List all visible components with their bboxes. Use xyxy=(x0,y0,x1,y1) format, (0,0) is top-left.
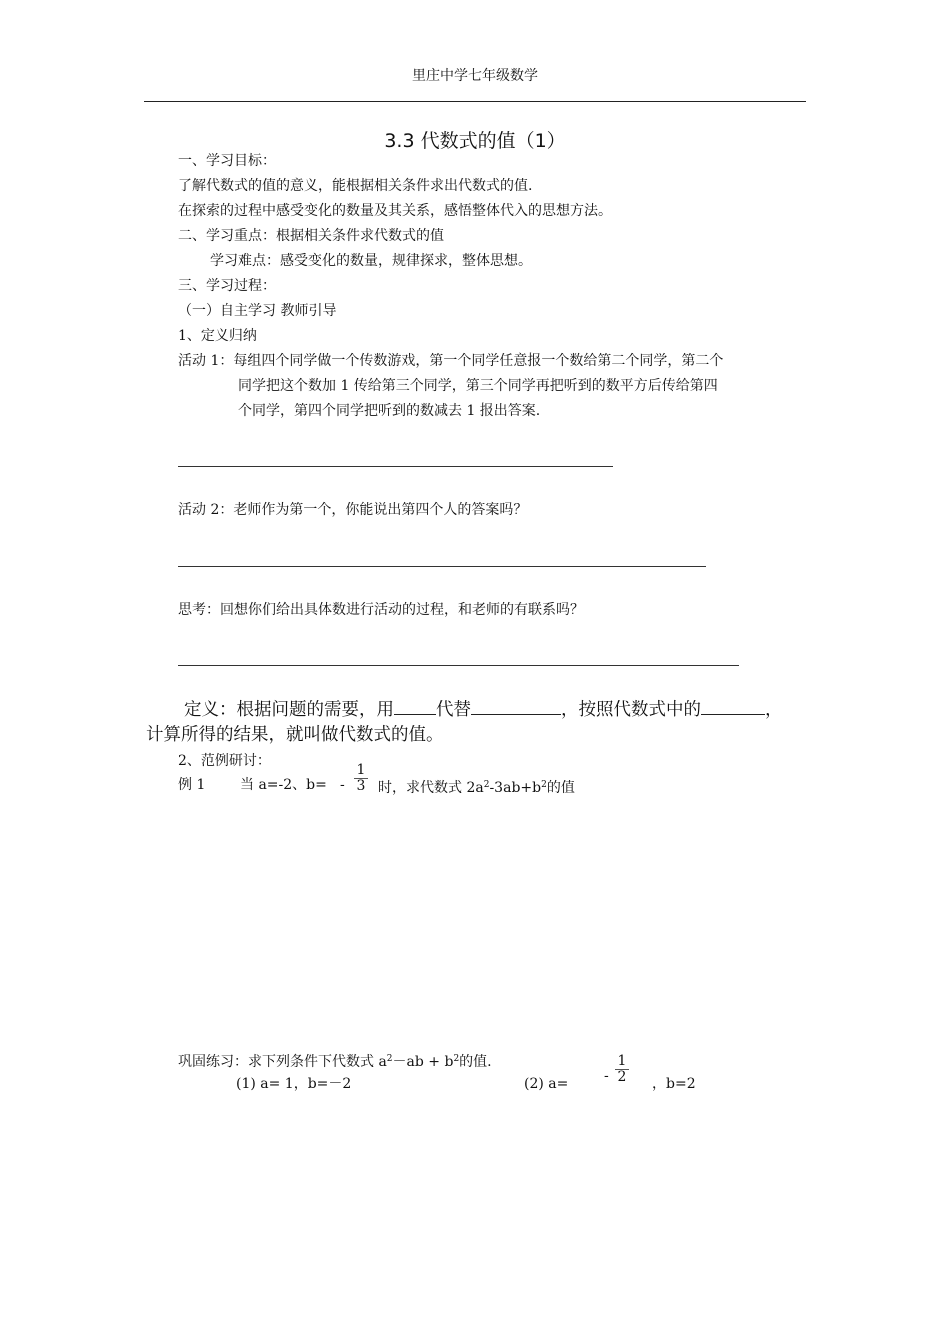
definition-text-4: ， xyxy=(765,700,783,720)
process-heading: 三、学习过程： xyxy=(178,278,276,294)
exponent: 2 xyxy=(483,780,490,790)
section-definition-heading: 1、定义归纳 xyxy=(178,328,257,344)
activity-2: 活动 2：老师作为第一个，你能说出第四个人的答案吗？ xyxy=(178,502,528,518)
exponent: 2 xyxy=(386,1054,393,1064)
example-1-task-text-2: -3ab+b xyxy=(489,780,542,796)
practice-problem-2-label: (2) a= xyxy=(524,1076,569,1092)
definition-line-2: 计算所得的结果，就叫做代数式的值。 xyxy=(146,725,444,745)
answer-line-3[interactable] xyxy=(178,665,739,666)
think-question: 思考：回想你们给出具体数进行活动的过程，和老师的有联系吗？ xyxy=(178,602,584,618)
header-rule xyxy=(144,101,806,102)
definition-text-1: 定义：根据问题的需要，用 xyxy=(184,700,394,720)
definition-line-1 xyxy=(184,698,783,722)
practice-heading-text-2: －ab + b xyxy=(392,1054,454,1070)
practice-heading-text-3: 的值. xyxy=(459,1054,492,1070)
activity-1-line-3: 个同学，第四个同学把听到的数减去 1 报出答案. xyxy=(238,403,541,419)
example-1-task-text-1: 时，求代数式 2a xyxy=(378,780,484,796)
activity-1-line-2: 同学把这个数加 1 传给第三个同学，第三个同学再把听到的数平方后传给第四 xyxy=(238,378,718,394)
answer-line-1[interactable] xyxy=(178,466,613,467)
answer-line-2[interactable] xyxy=(178,566,706,567)
objective-item-2: 在探索的过程中感受变化的数量及其关系，感悟整体代入的思想方法。 xyxy=(178,203,612,219)
practice-problem-2-minus-sign: - xyxy=(604,1068,609,1084)
difficulty: 学习难点：感受变化的数量，规律探求，整体思想。 xyxy=(210,253,532,269)
objective-item-1: 了解代数式的值的意义，能根据相关条件求出代数式的值. xyxy=(178,178,533,194)
practice-problem-1: (1) a= 1，b=－2 xyxy=(236,1076,352,1092)
definition-blank-3[interactable] xyxy=(701,698,765,715)
practice-problem-2-fraction xyxy=(615,1054,629,1085)
example-1-task xyxy=(378,775,575,798)
definition-text-3: ，按照代数式中的 xyxy=(561,700,701,720)
practice-problem-2-tail: ，b=2 xyxy=(652,1076,696,1092)
activity-1-line-1: 活动 1：每组四个同学做一个传数游戏，第一个同学任意报一个数给第二个同学，第二个 xyxy=(178,353,724,369)
exponent: 2 xyxy=(541,780,547,790)
fraction-numerator: 1 xyxy=(356,762,366,778)
example-1-task-text-3: 的值 xyxy=(546,780,575,796)
fraction-numerator: 1 xyxy=(617,1053,627,1069)
example-1-condition: 当 a=-2、b= xyxy=(240,777,327,793)
examples-heading: 2、范例研讨： xyxy=(178,753,271,769)
definition-blank-2[interactable] xyxy=(471,698,561,715)
page-header: 里庄中学七年级数学 xyxy=(412,68,538,84)
definition-text-2: 代替 xyxy=(436,700,471,720)
fraction-denominator: 3 xyxy=(354,778,368,794)
example-1-label: 例 1 xyxy=(178,777,206,793)
page-title: 3.3 代数式的值（1） xyxy=(384,130,566,152)
practice-heading xyxy=(178,1049,492,1072)
example-1-fraction xyxy=(354,763,368,794)
process-sub-heading: （一）自主学习 教师引导 xyxy=(178,303,337,319)
objectives-heading: 一、学习目标： xyxy=(178,153,276,169)
example-1-minus-sign: - xyxy=(340,777,345,793)
practice-heading-text-1: 巩固练习：求下列条件下代数式 a xyxy=(178,1054,387,1070)
fraction-denominator: 2 xyxy=(615,1069,629,1085)
key-point: 二、学习重点：根据相关条件求代数式的值 xyxy=(178,228,444,244)
exponent: 2 xyxy=(453,1054,460,1064)
definition-blank-1[interactable] xyxy=(394,698,436,715)
